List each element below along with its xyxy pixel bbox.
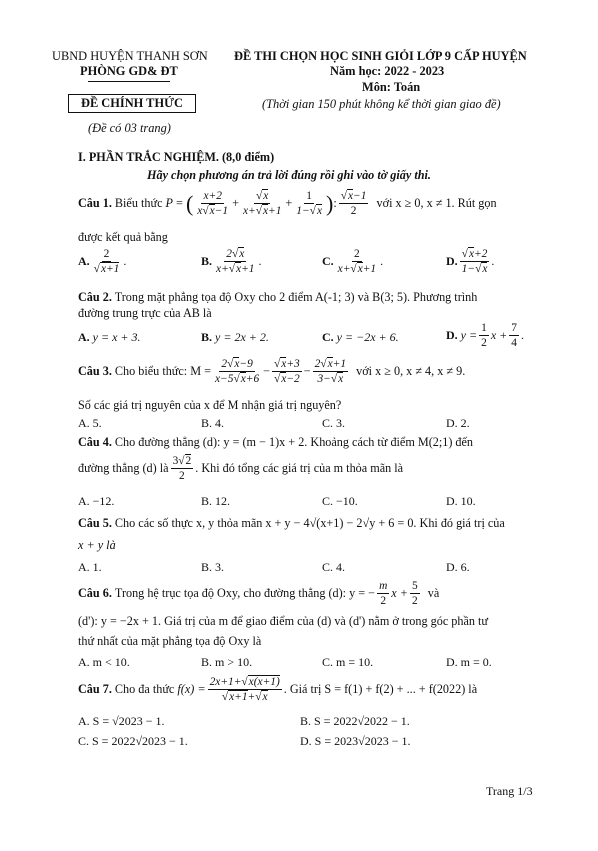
q2-option-a: A. y = x + 3. [78,330,141,344]
q6-option-d: D. m = 0. [446,655,492,669]
q5-option-b: B. 3. [201,560,225,574]
exam-title: ĐỀ THI CHỌN HỌC SINH GIỎI LỚP 9 CẤP HUYỆN [234,49,527,63]
section-instruction: Hãy chọn phương án trả lời đúng rồi ghi vào tờ giấy thi. [147,168,431,182]
q6-line2: (d'): y = −2x + 1. Giá trị của m để giao điểm của (d) và (d') nằm ở trong góc phần tư [78,614,489,628]
q6-option-c: C. m = 10. [322,655,374,669]
q6-stem: Câu 6. Trong hệ trục tọa độ Oxy, cho đường thẳng (d): y = − $\frac{m}{2}$ x + $\frac{5}{2}$ và [78,580,440,607]
q4-option-b: B. 12. [201,494,231,508]
time-note: (Thời gian 150 phút không kể thời gian giao đề) [262,97,501,111]
q2-option-c: C. y = −2x + 6. [322,330,399,344]
q5-option-d: D. 6. [446,560,470,574]
q5-option-c: C. 4. [322,560,346,574]
q1-label: Câu 1. [78,196,112,210]
q6-option-a: A. m < 10. [78,655,130,669]
official-box: ĐỀ CHÍNH THỨC [68,94,196,113]
subject: Môn: Toán [362,80,421,94]
q6-line3: thứ nhất của mặt phẳng tọa độ Oxy là [78,634,262,648]
q3-stem: Câu 3. Cho biểu thức: M = $\frac{2√ x-9}{x-5√ x+6}$ − √ x+3 √ x−2 − $\frac{2√ x+1}{3-√ x}$ với x ≥ 0, x ≠ 4, x ≠ 9. [78,358,465,385]
q3-continuation: Số các giá trị nguyên của x để M nhận giá trị nguyên? [78,398,342,412]
q3-option-d: D. 2. [446,416,470,430]
section-title: I. PHẦN TRẮC NGHIỆM. (8,0 điểm) [78,150,275,164]
q7-option-a: A. S = √2023 − 1. [78,714,165,728]
q7-option-d: D. S = 2023√2023 − 1. [300,734,411,748]
q4-option-d: D. 10. [446,494,476,508]
q7-option-b: B. S = 2022√2022 − 1. [300,714,410,728]
q4-option-a: A. −12. [78,494,115,508]
q1-continuation: được kết quả bằng [78,230,168,244]
q1-option-a: A. 2 √ x+1 . [78,248,126,275]
q4-stem: Câu 4. Cho đường thẳng (d): y = (m − 1)x + 2. Khoảng cách từ điểm M(2;1) đến [78,435,474,449]
q3-option-c: C. 3. [322,416,346,430]
q7-stem: Câu 7. Cho đa thức f(x) = 2x+1+√ x(x+1) √ x+1+√ x . Giá trị S = f(1) + f(2) + ... + f(2022) là [78,676,477,703]
q2-stem: Câu 2. Trong mặt phẳng tọa độ Oxy cho 2 điểm A(-1; 3) và B(3; 5). Phương trình [78,290,478,304]
q2-option-b: B. y = 2x + 2. [201,330,269,344]
q6-option-b: B. m > 10. [201,655,253,669]
header-office: PHÒNG GD& ĐT [80,64,178,78]
q1-option-d: D. √ $\frac{x+2}{1-√ x}$ . [446,248,494,275]
q1-stem: Câu 1. Biểu thức P = ( $\frac{x+2}{x√ x-1}$ + √ $\frac{x}{x+√ x+1}$ + $\frac{1}{1-√ x}$ ) : √ $\frac{x-1}{2}$ với x ≥ 0, x ≠ 1. Rút gọn [78,190,497,217]
pages-note: (Đề có 03 trang) [88,121,171,135]
q4-option-c: C. −10. [322,494,358,508]
q5-stem: Câu 5. Cho các số thực x, y thỏa mãn x + y − 4√(x+1) − 2√y + 6 = 0. Khi đó giá trị của [78,516,505,530]
q1-option-b: B. $\frac{2√ x}{x+√ x+1}$ . [201,248,261,275]
header-underline [88,81,170,82]
q2-option-d: D. y = $\frac{1}{2}$ x + $\frac{7}{4}$ . [446,322,524,349]
q7-option-c: C. S = 2022√2023 − 1. [78,734,188,748]
school-year: Năm học: 2022 - 2023 [330,64,445,78]
q5-option-a: A. 1. [78,560,102,574]
q5-continuation: x + y là [78,538,116,552]
q4-continuation: đường thẳng (d) là $\frac{3√ 2}{2}$ . Khi đó tổng các giá trị của m thỏa mãn là [78,455,403,482]
q3-option-a: A. 5. [78,416,102,430]
q2-continuation: đường trung trực của AB là [78,306,212,320]
page-number: Trang 1/3 [486,784,533,798]
q3-option-b: B. 4. [201,416,225,430]
header-department: UBND HUYỆN THANH SƠN [52,49,208,63]
q1-option-c: C. $\frac{2}{x+√ x+1}$ . [322,248,383,275]
